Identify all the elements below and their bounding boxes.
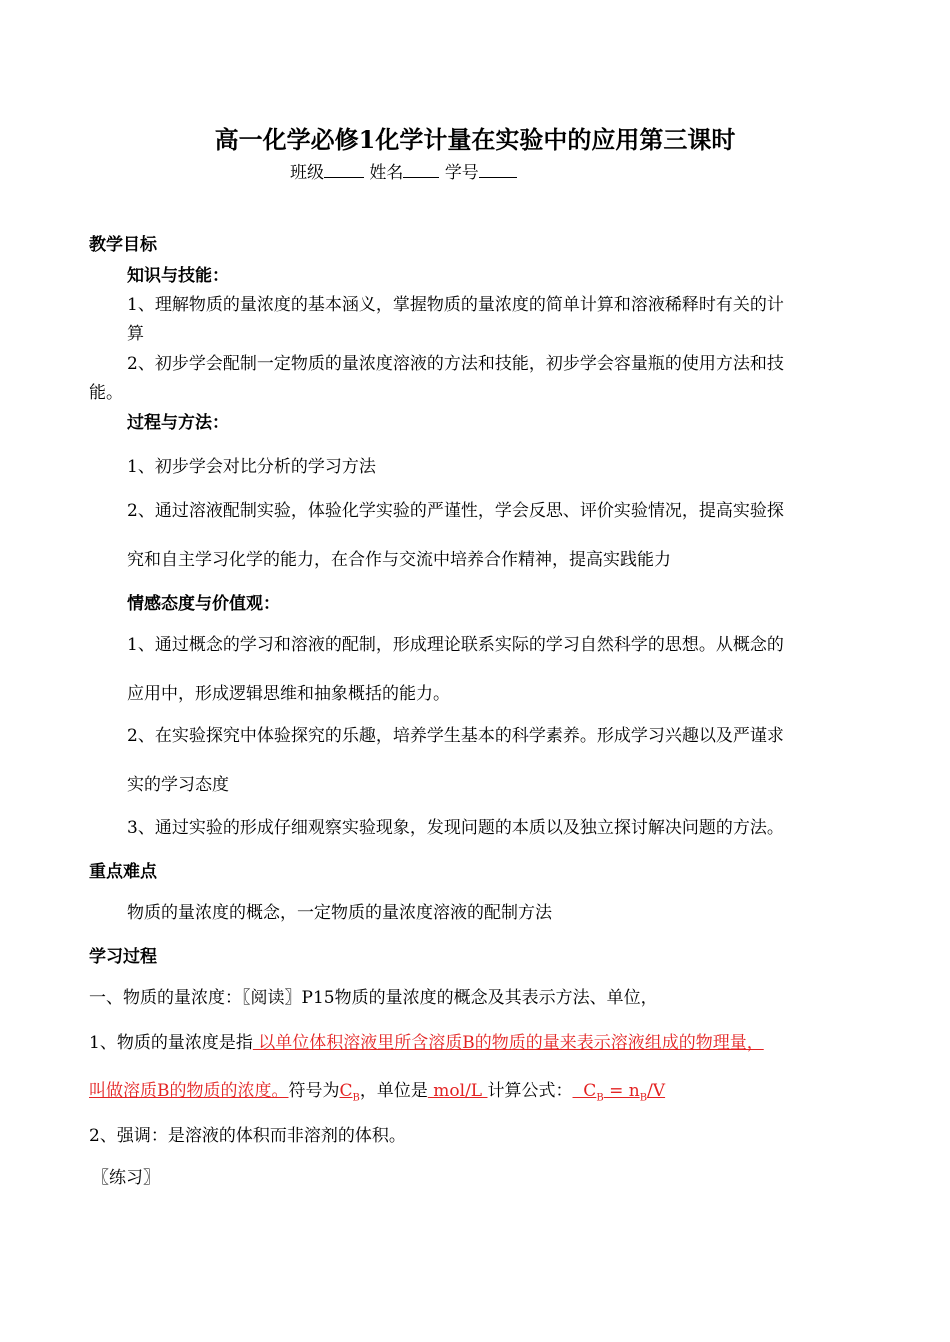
definition-line-1 [89, 1028, 764, 1053]
knowledge-item-1b: 算 [127, 324, 144, 344]
emphasis-line: 2、强调：是溶液的体积而非溶剂的体积。 [89, 1126, 406, 1146]
section-heading-goals: 教学目标 [89, 235, 157, 255]
emotion-item-2b: 实的学习态度 [127, 775, 229, 795]
emotion-item-3: 3、通过实验的形成仔细观察实验现象，发现问题的本质以及独立探讨解决问题的方法。 [127, 818, 784, 838]
subheading-process: 过程与方法： [127, 413, 229, 433]
name-label: 姓名 [369, 163, 404, 183]
formula-mid: = n [603, 1081, 640, 1101]
formula-end: /V [647, 1081, 666, 1101]
id-blank[interactable] [479, 161, 517, 178]
class-label: 班级 [290, 163, 324, 183]
definition-answer-b: 叫做溶质B的物质的浓度。 [89, 1081, 289, 1101]
practice-label: 〖练习〗 [92, 1168, 160, 1188]
symbol-subscript: B [352, 1092, 360, 1104]
knowledge-item-2b: 能。 [89, 383, 123, 403]
section-heading-key: 重点难点 [89, 862, 157, 882]
unit-answer: mol/L [427, 1081, 488, 1101]
knowledge-item-1a: 1、理解物质的量浓度的基本涵义，掌握物质的量浓度的简单计算和溶液稀释时有关的计 [127, 295, 784, 315]
unit-label: ，单位是 [359, 1081, 428, 1101]
class-blank[interactable] [324, 161, 364, 178]
knowledge-item-2a: 2、初步学会配制一定物质的量浓度溶液的方法和技能，初步学会容量瓶的使用方法和技 [127, 354, 784, 374]
subheading-emotion: 情感态度与价值观： [127, 594, 280, 614]
process-item-2a: 2、通过溶液配制实验，体验化学实验的严谨性，学会反思、评价实验情况，提高实验探 [127, 501, 784, 521]
symbol-label: 符号为 [288, 1081, 340, 1101]
symbol-main: C [339, 1081, 353, 1101]
process-item-1: 1、初步学会对比分析的学习方法 [127, 457, 376, 477]
definition-line-2 [89, 1076, 665, 1103]
emotion-item-2a: 2、在实验探究中体验探究的乐趣，培养学生基本的科学素养。形成学习兴趣以及严谨求 [127, 726, 784, 746]
formula-label: 计算公式： [487, 1081, 573, 1101]
formula-subscript-2: B [639, 1092, 648, 1104]
formula-lead: C [572, 1081, 597, 1101]
emotion-item-1b: 应用中，形成逻辑思维和抽象概括的能力。 [127, 684, 450, 704]
emotion-item-1a: 1、通过概念的学习和溶液的配制，形成理论联系实际的学习自然科学的思想。从概念的 [127, 635, 784, 655]
process-item-2b: 究和自主学习化学的能力，在合作与交流中培养合作精神，提高实践能力 [127, 550, 671, 570]
key-text: 物质的量浓度的概念，一定物质的量浓度溶液的配制方法 [127, 903, 552, 923]
section-heading-process: 学习过程 [89, 947, 157, 967]
definition-prefix: 1、物质的量浓度是指 [89, 1033, 253, 1053]
definition-answer-a: 以单位体积溶液里所含溶质B的物质的量来表示溶液组成的物理量， [252, 1033, 764, 1053]
concept-intro-line: 一、物质的量浓度：〖阅读〗P15物质的量浓度的概念及其表示方法、单位， [89, 988, 658, 1008]
page-title: 高一化学必修1化学计量在实验中的应用第三课时 [214, 125, 736, 154]
formula-answer [572, 1081, 666, 1104]
id-label: 学号 [444, 163, 479, 183]
subheading-knowledge: 知识与技能： [127, 266, 229, 286]
name-blank[interactable] [403, 161, 439, 178]
formula-subscript-1: B [596, 1092, 604, 1104]
symbol-answer [339, 1081, 360, 1104]
student-info-line [290, 158, 517, 183]
